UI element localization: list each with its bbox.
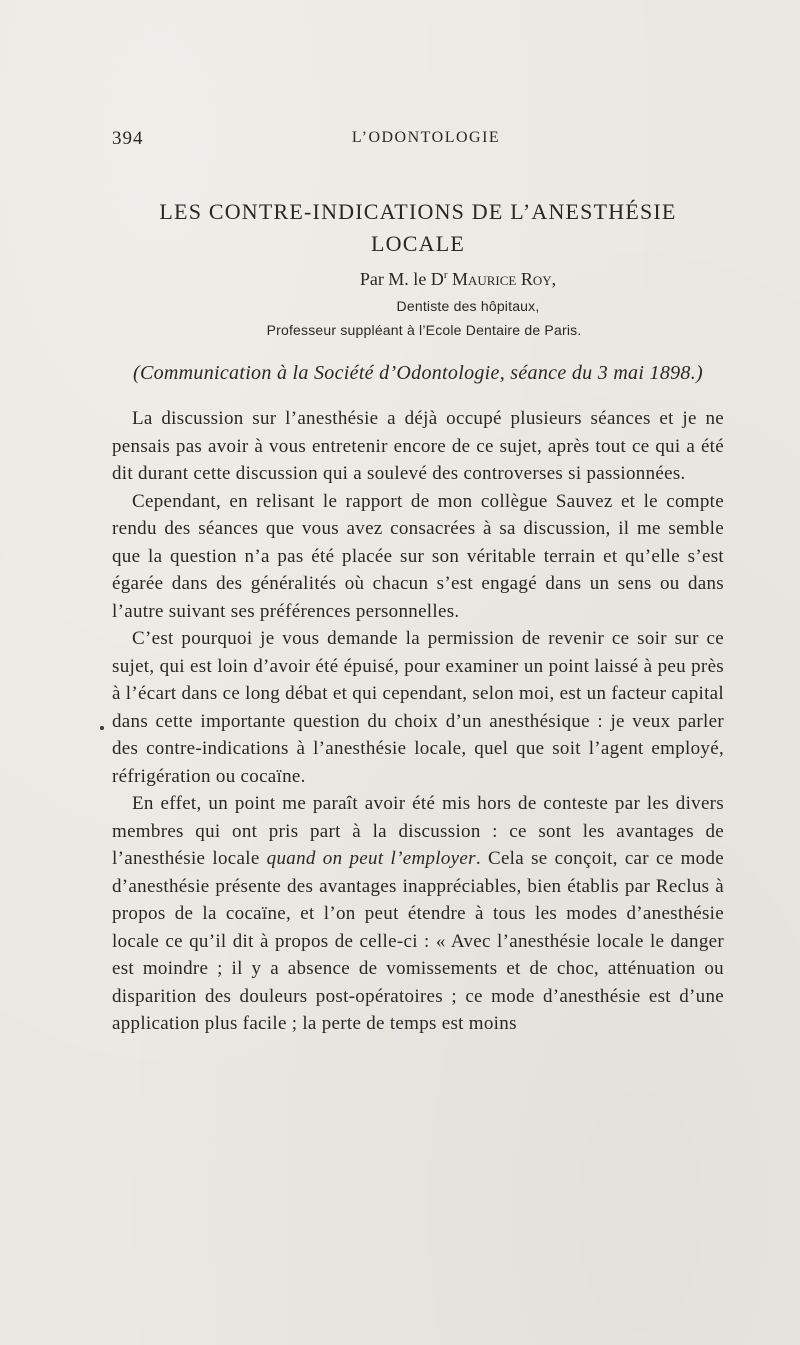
paragraph-4-start: En effet, un point me paraît avoir été mis hors de conteste par les divers membres qui ont pris part à la discussion : ce sont les avantages de l’anesthésie locale <box>112 793 724 869</box>
paragraph-2: Cependant, en relisant le rapport de mon collègue Sauvez et le compte rendu des séances que vous avez consacrées à sa discussion, il me semble que la question n’a pas été placée sur son véritable terrain et qu’elle s’est égarée dans des généralités où chacun s’est engagé dans un sens ou dans l’autre suivant ses préférences personnelles. <box>112 490 724 622</box>
running-head <box>112 128 724 152</box>
paragraph-4-emphasis: quand on peut l’employer <box>266 848 476 869</box>
article-title-line-2: LOCALE <box>371 231 465 256</box>
page-number: 394 <box>112 128 144 149</box>
byline-sup: r <box>443 269 448 281</box>
margin-ink-mark <box>100 726 104 730</box>
communication-note: (Communication à la Société d’Odontologie, séance du 3 mai 1898.) <box>133 362 703 384</box>
byline-prefix: Par M. le D <box>359 269 444 289</box>
author-affiliation-1: Dentiste des hôpitaux, <box>396 298 540 314</box>
author-name: Maurice Roy, <box>451 269 557 289</box>
journal-name: L’ODONTOLOGIE <box>351 129 501 146</box>
article-title <box>112 196 724 260</box>
author-byline <box>112 269 724 290</box>
paragraph-4 <box>112 790 724 1038</box>
paragraph-1: La discussion sur l’anesthésie a déjà occupé plusieurs séances et je ne pensais pas avoir à vous entretenir encore de ce sujet, après tout ce qui a été dit durant cette discussion qui a soulevé des controverses si passionnées. <box>112 408 724 484</box>
author-affiliation-2: Professeur suppléant à l’Ecole Dentaire de Paris. <box>266 322 582 338</box>
article-body <box>112 405 724 1038</box>
article-title-line-1: LES CONTRE-INDICATIONS DE L’ANESTHÉSIE <box>159 199 677 224</box>
paragraph-4-end: . Cela se conçoit, car ce mode d’anesthésie présente des avantages inappréciables, bien établis par Reclus à propos de la cocaïne, et l’on peut étendre à tous les modes d’anesthésie locale ce qu’il dit à propos de celle-ci : « Avec l’anesthésie locale le danger est moindre ; il y a absence de vomissements et de choc, atténuation ou disparition des douleurs post-opératoires ; ce mode d’anesthésie est d’une application plus facile ; la perte de temps est moins <box>112 848 725 1034</box>
paragraph-3: C’est pourquoi je vous demande la permission de revenir ce soir sur ce sujet, qui est loin d’avoir été épuisé, pour examiner un point laissé à peu près à l’écart dans ce long débat et qui cependant, selon moi, est un facteur capital dans cette importante question du choix d’un anesthésique : je veux parler des contre-indications à l’anesthésie locale, quel que soit l’agent employé, réfrigération ou cocaïne. <box>112 628 724 787</box>
